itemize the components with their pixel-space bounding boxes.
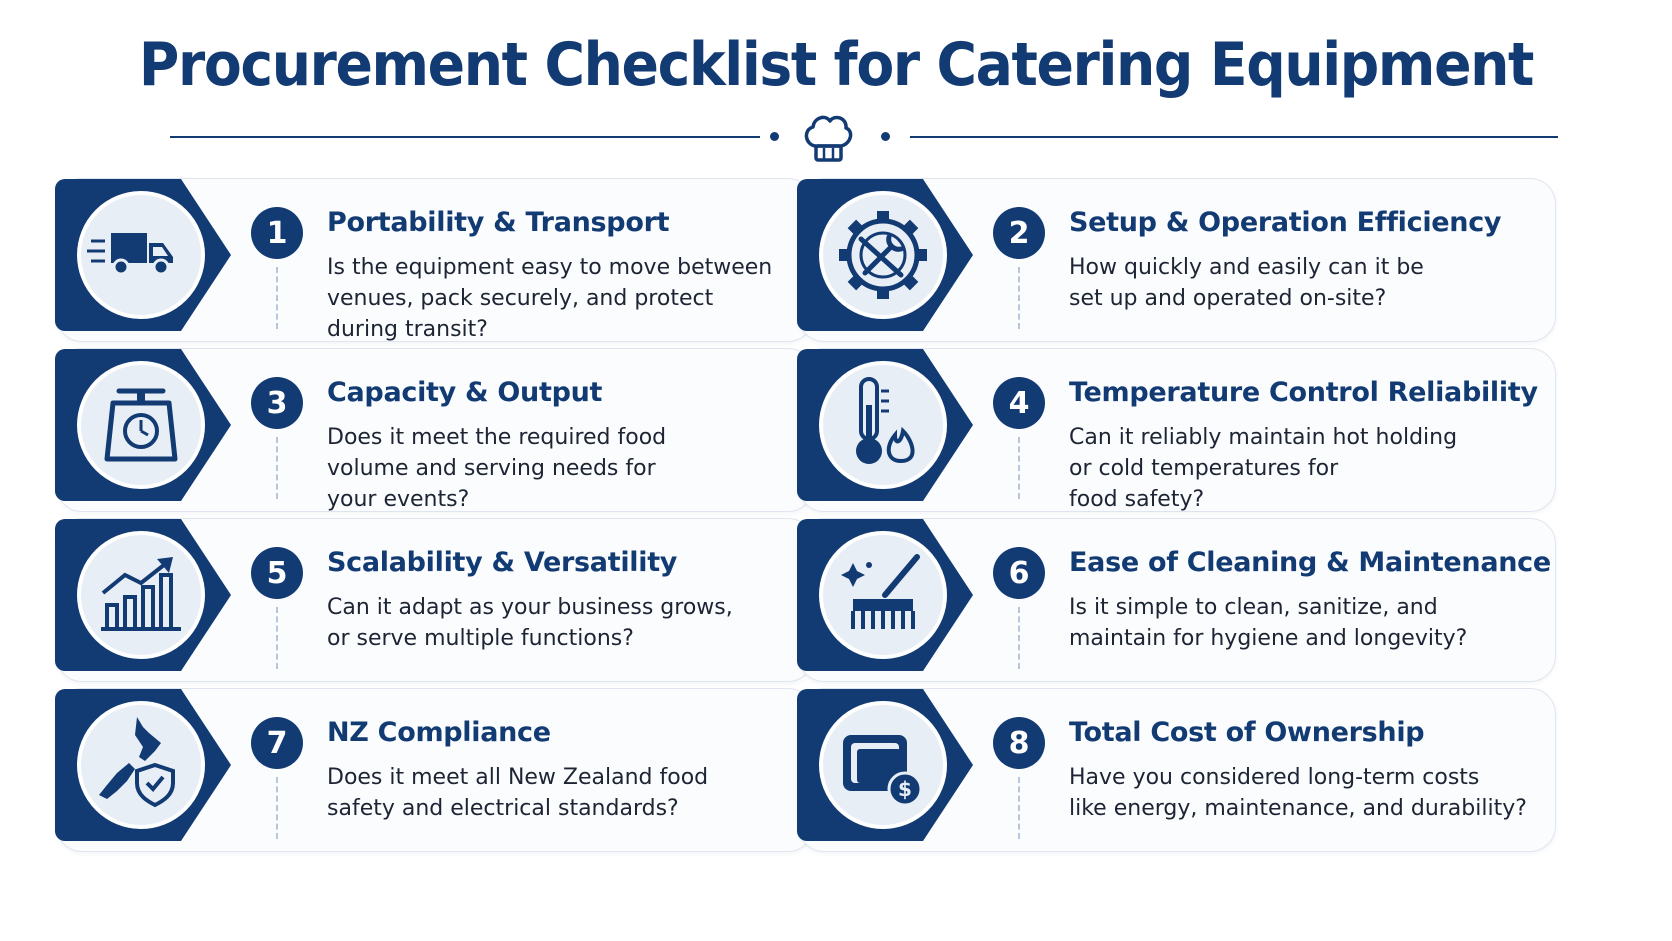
item-title: Setup & Operation Efficiency [1069, 207, 1502, 238]
title-divider-left [170, 136, 760, 138]
item-number: 5 [251, 547, 303, 599]
icon-badge [55, 349, 235, 501]
item-number: 7 [251, 717, 303, 769]
icon-badge [797, 689, 977, 841]
icon-badge [797, 519, 977, 671]
item-title: Total Cost of Ownership [1069, 717, 1425, 748]
dashed-connector [276, 437, 278, 499]
item-description: Is the equipment easy to move between venues, pack securely, and protect during transit? [327, 255, 773, 342]
divider-dot-right [881, 132, 890, 141]
item-number: 4 [993, 377, 1045, 429]
item-description: How quickly and easily can it be set up and operated on-site? [1069, 255, 1424, 311]
divider-dot-left [770, 132, 779, 141]
item-number: 6 [993, 547, 1045, 599]
item-title: NZ Compliance [327, 717, 551, 748]
dashed-connector [276, 777, 278, 839]
item-description: Does it meet the required food volume and serving needs for your events? [327, 425, 667, 512]
chef-hat-icon [801, 110, 855, 168]
dashed-connector [276, 267, 278, 329]
page-title: Procurement Checklist for Catering Equipment [138, 30, 1534, 100]
icon-badge [55, 519, 235, 671]
item-description: Have you considered long-term costs like energy, maintenance, and durability? [1069, 765, 1527, 821]
item-number: 3 [251, 377, 303, 429]
dashed-connector [1018, 437, 1020, 499]
checklist-card-1 [56, 178, 814, 342]
item-description: Is it simple to clean, sanitize, and maintain for hygiene and longevity? [1069, 595, 1468, 651]
item-number: 8 [993, 717, 1045, 769]
icon-badge [55, 689, 235, 841]
item-title: Temperature Control Reliability [1069, 377, 1538, 408]
checklist-card-4 [798, 348, 1556, 512]
icon-badge [797, 349, 977, 501]
checklist-card-5 [56, 518, 814, 682]
item-title: Capacity & Output [327, 377, 603, 408]
dashed-connector [1018, 777, 1020, 839]
title-divider-right [910, 136, 1558, 138]
item-number: 2 [993, 207, 1045, 259]
item-title: Portability & Transport [327, 207, 670, 238]
item-description: Can it adapt as your business grows, or serve multiple functions? [327, 595, 733, 651]
checklist-card-7 [56, 688, 814, 852]
dashed-connector [1018, 607, 1020, 669]
item-title: Scalability & Versatility [327, 547, 678, 578]
checklist-card-8 [798, 688, 1556, 852]
icon-badge [797, 179, 977, 331]
checklist-card-2 [798, 178, 1556, 342]
item-description: Does it meet all New Zealand food safety and electrical standards? [327, 765, 709, 821]
item-number: 1 [251, 207, 303, 259]
item-title: Ease of Cleaning & Maintenance [1069, 547, 1551, 578]
dashed-connector [1018, 267, 1020, 329]
icon-badge [55, 179, 235, 331]
svg-text:$: $ [898, 777, 912, 801]
item-description: Can it reliably maintain hot holding or cold temperatures for food safety? [1069, 425, 1458, 512]
dashed-connector [276, 607, 278, 669]
checklist-card-3 [56, 348, 814, 512]
checklist-card-6 [798, 518, 1556, 682]
